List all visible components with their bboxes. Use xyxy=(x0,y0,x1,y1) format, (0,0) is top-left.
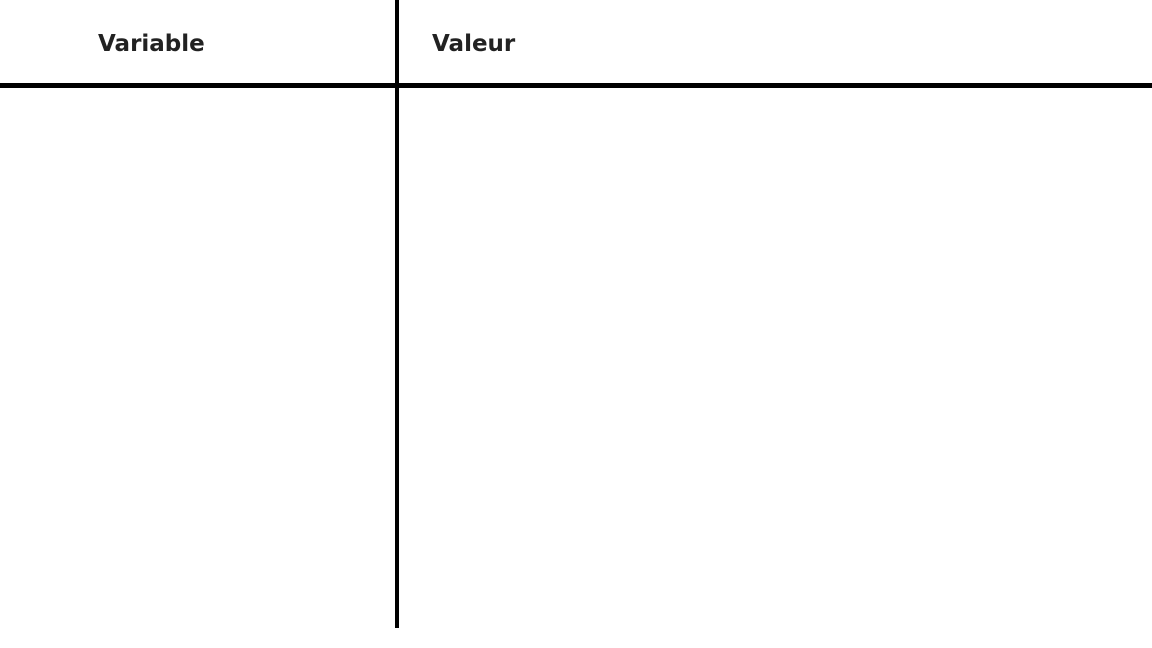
column-header-valeur: Valeur xyxy=(432,31,516,57)
column-header-variable: Variable xyxy=(98,31,205,57)
variable-column-body xyxy=(0,88,395,628)
value-column-body xyxy=(399,88,1152,628)
